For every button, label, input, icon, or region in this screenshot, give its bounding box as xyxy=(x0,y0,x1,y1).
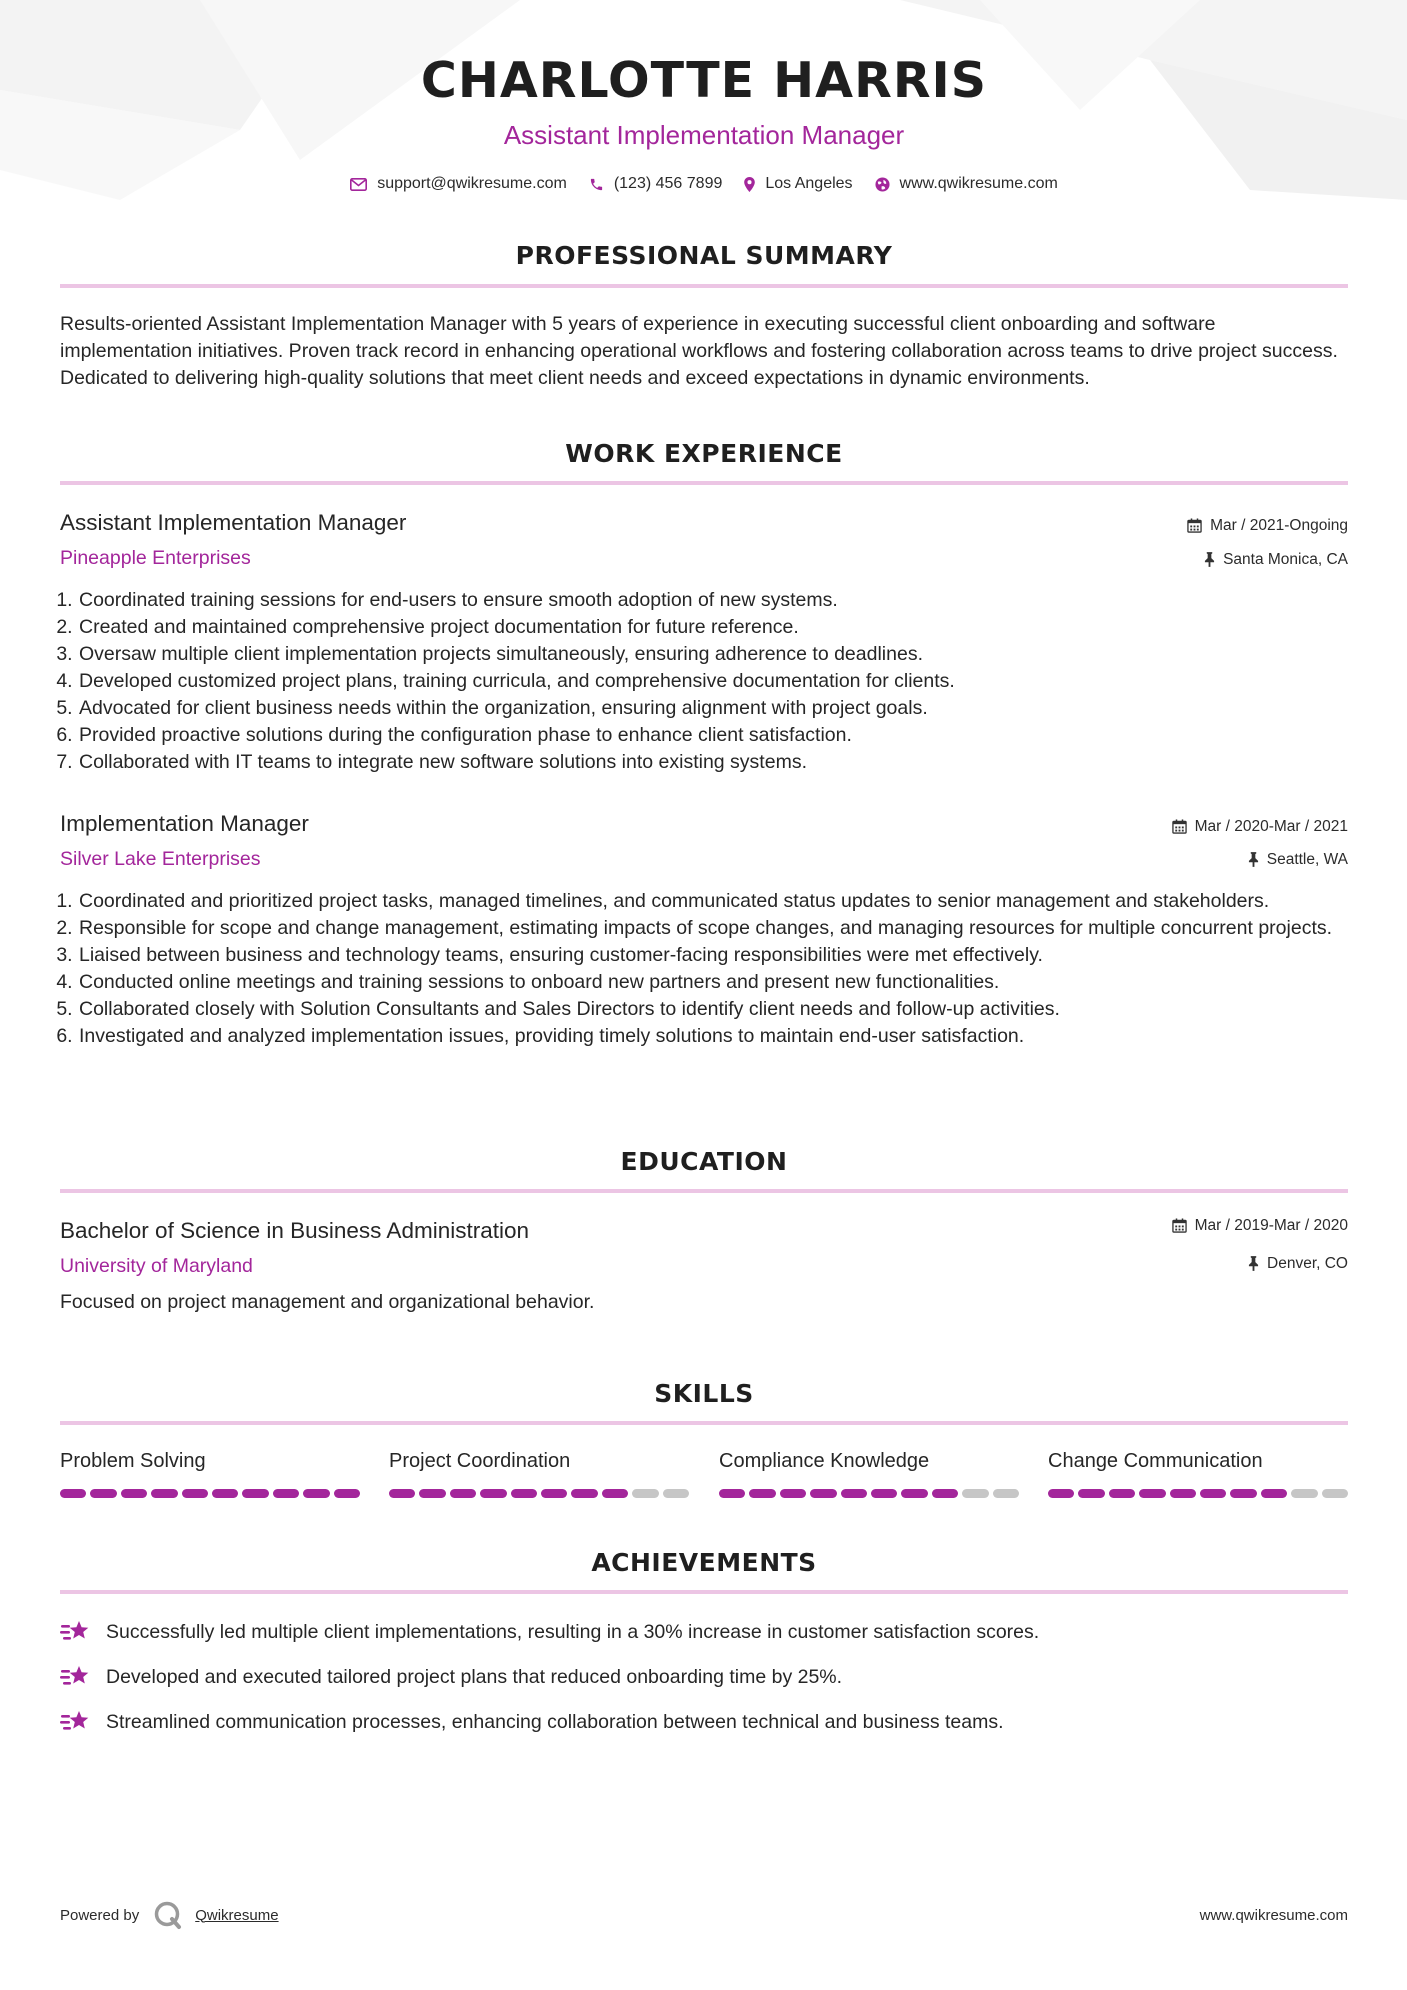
pushpin-icon xyxy=(1248,1256,1259,1271)
achievement-text: Streamlined communication processes, enhancing collaboration between technical and business teams. xyxy=(106,1710,1004,1733)
achievement-text: Successfully led multiple client implementations, resulting in a 30% increase in customer satisfaction scores. xyxy=(106,1620,1040,1643)
contact-website[interactable] xyxy=(875,175,1058,193)
skill-item xyxy=(719,1451,1019,1471)
experience-heading: WORK EXPERIENCE xyxy=(565,439,843,468)
skill-name: Compliance Knowledge xyxy=(719,1450,930,1472)
summary-text: Results-oriented Assistant Implementation Manager with 5 years of experience in executing successful client onboarding and software implementation initiatives. Proven track record in enhancing operational workflows and fostering collaboration across teams to drive project success. Dedicated to delivering high-quality solutions that meet client needs and exceed expectations in dynamic environments. xyxy=(60,313,1338,389)
skill-level-bar xyxy=(60,1489,360,1498)
skill-segment-filled xyxy=(450,1489,476,1498)
skill-item xyxy=(1048,1451,1348,1471)
achievement-item xyxy=(60,1664,842,1690)
brand-link[interactable]: Qwikresume xyxy=(195,1906,279,1924)
job-dates xyxy=(1187,518,1348,534)
achievements-heading: ACHIEVEMENTS xyxy=(591,1548,817,1577)
contact-email-text: support@qwikresume.com xyxy=(377,175,567,192)
skill-level-bar xyxy=(1048,1489,1348,1498)
footer-powered-by xyxy=(60,1900,279,1930)
achievement-text: Developed and executed tailored project plans that reduced onboarding time by 25%. xyxy=(106,1665,843,1688)
skill-segment-filled xyxy=(480,1489,506,1498)
skill-name: Change Communication xyxy=(1048,1450,1263,1472)
education-dates xyxy=(1172,1218,1348,1234)
skill-segment-filled xyxy=(151,1489,177,1498)
job-bullet: 3. Oversaw multiple client implementation projects simultaneously, ensuring adherence to deadlines. xyxy=(78,641,1366,668)
job-dates-text: Mar / 2020-Mar / 2021 xyxy=(1194,818,1348,835)
skill-segment-filled xyxy=(273,1489,299,1498)
calendar-icon xyxy=(1172,1218,1187,1233)
candidate-title: Assistant Implementation Manager xyxy=(503,120,905,150)
skill-name: Project Coordination xyxy=(389,1450,571,1472)
shooting-star-icon xyxy=(60,1664,92,1690)
education-heading: EDUCATION xyxy=(620,1147,788,1176)
job-bullet: 7. Collaborated with IT teams to integrate new software solutions into existing systems. xyxy=(78,749,1366,776)
job-bullet: 5. Collaborated closely with Solution Consultants and Sales Directors to identify client needs and follow-up activities. xyxy=(78,996,1366,1023)
job-location-text: Santa Monica, CA xyxy=(1223,551,1348,568)
job-location-text: Seattle, WA xyxy=(1266,851,1348,868)
education-location xyxy=(1248,1256,1348,1272)
skill-segment-filled xyxy=(1170,1489,1196,1498)
pushpin-icon xyxy=(1204,552,1215,567)
job-bullet: 1. Coordinated and prioritized project tasks, managed timelines, and communicated status updates to senior management and stakeholders. xyxy=(78,888,1366,915)
education-divider xyxy=(60,1189,1348,1193)
skill-segment-empty xyxy=(1291,1489,1317,1498)
skills-divider xyxy=(60,1421,1348,1425)
skill-segment-filled xyxy=(932,1489,958,1498)
skill-segment-filled xyxy=(571,1489,597,1498)
skill-segment-filled xyxy=(810,1489,836,1498)
job-title: Implementation Manager xyxy=(60,811,309,836)
powered-by-label: Powered by xyxy=(60,1906,140,1924)
job-dates-text: Mar / 2021-Ongoing xyxy=(1210,517,1348,534)
skill-segment-filled xyxy=(780,1489,806,1498)
skill-segment-filled xyxy=(602,1489,628,1498)
skill-segment-empty xyxy=(962,1489,988,1498)
skill-segment-empty xyxy=(1322,1489,1348,1498)
education-description: Focused on project management and organizational behavior. xyxy=(60,1291,595,1313)
achievement-item xyxy=(60,1619,1039,1645)
contact-bar xyxy=(60,175,1348,193)
footer-website[interactable]: www.qwikresume.com xyxy=(1199,1907,1348,1924)
achievements-divider xyxy=(60,1590,1348,1594)
skill-segment-filled xyxy=(303,1489,329,1498)
shooting-star-icon xyxy=(60,1619,92,1645)
job-bullet: 4. Conducted online meetings and training sessions to onboard new partners and present new functionalities. xyxy=(78,969,1366,996)
job-bullet: 2. Created and maintained comprehensive project documentation for future reference. xyxy=(78,614,1366,641)
skill-level-bar xyxy=(719,1489,1019,1498)
contact-email[interactable] xyxy=(350,175,567,193)
job-bullets xyxy=(60,888,1366,1050)
achievement-item xyxy=(60,1709,1004,1735)
education-location-text: Denver, CO xyxy=(1267,1255,1348,1272)
skill-segment-filled xyxy=(901,1489,927,1498)
skill-segment-filled xyxy=(1048,1489,1074,1498)
header-background-shapes xyxy=(0,0,1407,230)
skill-segment-filled xyxy=(334,1489,360,1498)
skill-item xyxy=(389,1451,689,1471)
job-bullet: 3. Liaised between business and technology teams, ensuring customer-facing responsibilities were met effectively. xyxy=(78,942,1366,969)
job-dates xyxy=(1172,819,1348,835)
summary-divider xyxy=(60,284,1348,288)
job-bullets xyxy=(60,587,1366,776)
job-bullet: 2. Responsible for scope and change management, estimating impacts of scope changes, and managing resources for multiple concurrent projects. xyxy=(78,915,1366,942)
skill-segment-filled xyxy=(1139,1489,1165,1498)
skill-segment-filled xyxy=(841,1489,867,1498)
globe-icon xyxy=(875,177,890,192)
skill-item xyxy=(60,1451,360,1471)
job-location xyxy=(1248,852,1348,868)
contact-phone[interactable] xyxy=(589,175,723,193)
job-bullet: 6. Provided proactive solutions during the configuration phase to enhance client satisfaction. xyxy=(78,722,1366,749)
skill-segment-filled xyxy=(419,1489,445,1498)
calendar-icon xyxy=(1187,518,1202,533)
skill-segment-filled xyxy=(871,1489,897,1498)
job-title: Assistant Implementation Manager xyxy=(60,510,407,535)
skill-name: Problem Solving xyxy=(60,1450,206,1472)
shooting-star-icon xyxy=(60,1709,92,1735)
skill-segment-empty xyxy=(632,1489,658,1498)
contact-location-text: Los Angeles xyxy=(765,175,853,192)
skill-segment-filled xyxy=(511,1489,537,1498)
map-pin-icon xyxy=(744,177,755,192)
contact-phone-text: (123) 456 7899 xyxy=(613,175,723,192)
job-bullet: 4. Developed customized project plans, training curricula, and comprehensive documentation for clients. xyxy=(78,668,1366,695)
skill-segment-filled xyxy=(389,1489,415,1498)
skill-segment-filled xyxy=(1109,1489,1135,1498)
skill-segment-filled xyxy=(1230,1489,1256,1498)
education-dates-text: Mar / 2019-Mar / 2020 xyxy=(1194,1217,1348,1234)
phone-icon xyxy=(589,177,604,192)
skill-segment-filled xyxy=(182,1489,208,1498)
job-bullet: 5. Advocated for client business needs within the organization, ensuring alignment with project goals. xyxy=(78,695,1366,722)
skill-segment-filled xyxy=(121,1489,147,1498)
skill-segment-filled xyxy=(242,1489,268,1498)
calendar-icon xyxy=(1172,819,1187,834)
job-location xyxy=(1204,552,1348,568)
skill-segment-empty xyxy=(993,1489,1019,1498)
experience-divider xyxy=(60,481,1348,485)
skill-segment-filled xyxy=(1078,1489,1104,1498)
skill-segment-filled xyxy=(1200,1489,1226,1498)
education-school: University of Maryland xyxy=(60,1255,253,1277)
pushpin-icon xyxy=(1248,852,1259,867)
qwikresume-logo-icon xyxy=(153,1900,183,1930)
summary-heading: PROFESSIONAL SUMMARY xyxy=(515,241,893,270)
job-bullet: 1. Coordinated training sessions for end-users to ensure smooth adoption of new systems. xyxy=(78,587,1366,614)
job-company: Pineapple Enterprises xyxy=(60,547,251,569)
envelope-icon xyxy=(350,178,367,191)
candidate-name: CHARLOTTE HARRIS xyxy=(420,52,988,109)
job-company: Silver Lake Enterprises xyxy=(60,848,261,870)
skill-segment-filled xyxy=(212,1489,238,1498)
contact-location xyxy=(744,175,852,193)
skill-level-bar xyxy=(389,1489,689,1498)
skill-segment-filled xyxy=(719,1489,745,1498)
skill-segment-filled xyxy=(60,1489,86,1498)
education-degree: Bachelor of Science in Business Administration xyxy=(60,1218,529,1243)
job-bullet: 6. Investigated and analyzed implementation issues, providing timely solutions to maintain end-user satisfaction. xyxy=(78,1023,1366,1050)
skill-segment-filled xyxy=(541,1489,567,1498)
contact-website-text: www.qwikresume.com xyxy=(899,175,1058,192)
skill-segment-filled xyxy=(749,1489,775,1498)
skill-segment-filled xyxy=(90,1489,116,1498)
skills-heading: SKILLS xyxy=(654,1379,754,1408)
skill-segment-empty xyxy=(663,1489,689,1498)
skill-segment-filled xyxy=(1261,1489,1287,1498)
